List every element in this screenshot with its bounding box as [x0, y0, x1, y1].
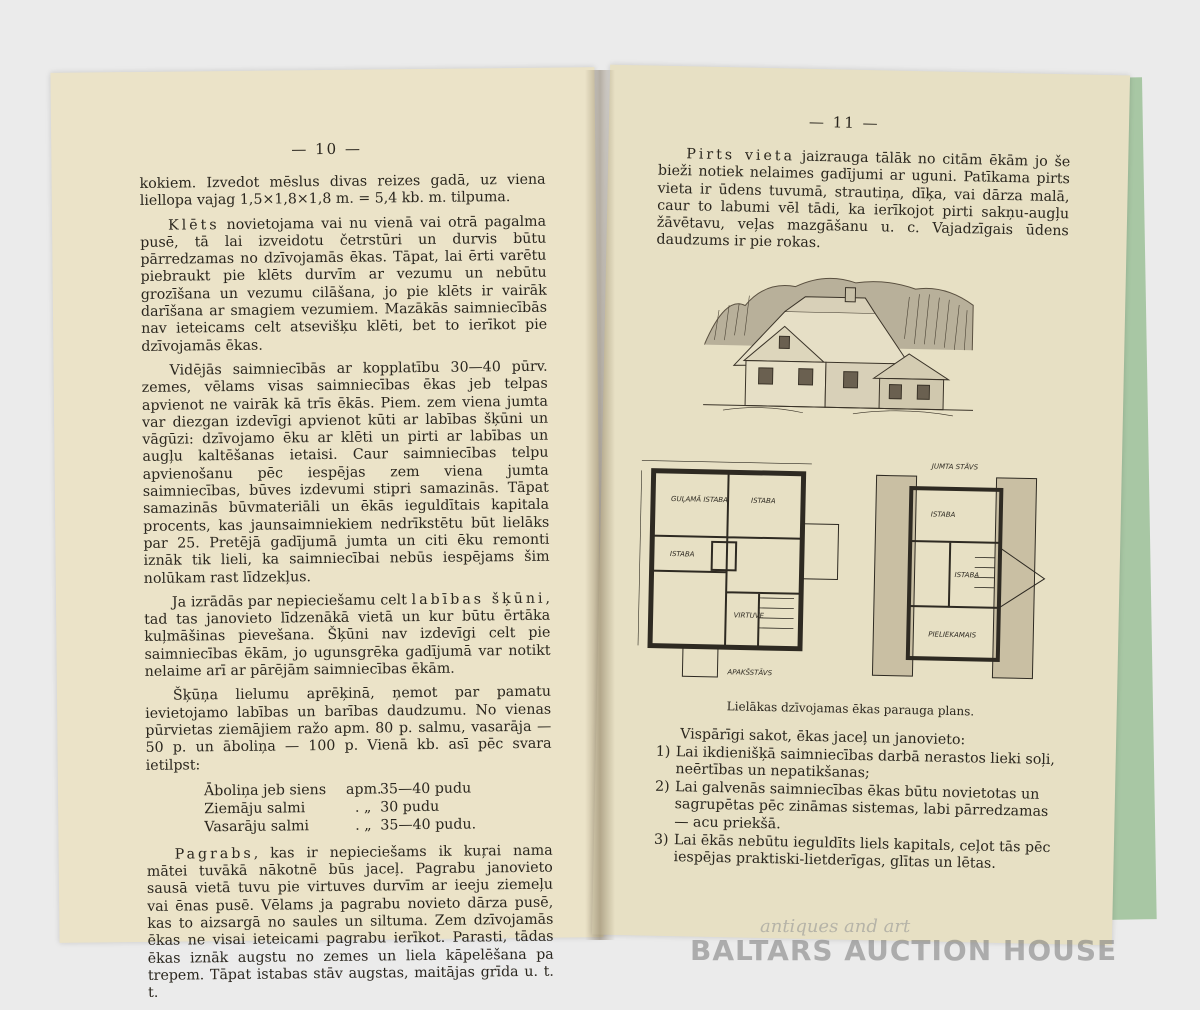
room-label: ISTABA: [930, 510, 956, 519]
table-cell: Vasarāju salmi: [204, 818, 310, 836]
figure-caption: Lielākas dzīvojamas ēkas parauga plans.: [726, 699, 975, 719]
page-number: — 11 —: [808, 112, 880, 133]
paragraph: [144, 590, 551, 681]
paragraph: Vidējās saimniecībās ar kopplatību 30—40 pūrv. zemes, vēlams visas saimniecības ēkas jeb telpas apvienot ne vairāk kā trīs ēkās. Piem. zem viena jumta var diezgan izdevīgi apvienot kūti ar labības šķūni un vāgūzi: dzīvojamo ēku ar klēti un pirti ar labības un augļu kaltēšanas ietaisi. Caur saimniecības telpu apvienošanu pēc iespējas zem viena jumta saimniecības, būves izdevumi stipri samazinās. Tāpat samazinās būvmateriāli un ēkās ieguldītais kapitala procents, kas jaunsaimniekiem nedrīkstētu būt lielāks par 25. Pretējā gadījumā jumta un citi ēku remonti iznāk tik lieli, ka saimniecībai nebūs iespējams šim nolūkam rast līdzekļus.: [141, 358, 550, 587]
list-number: 1): [655, 743, 671, 760]
spaced-heading: Pagrabs: [174, 845, 254, 863]
list-text: Lai ēkās nebūtu ieguldīts liels kapitals, ceļot tās pēc iespējas praktiski-lietderīgas, glītas un lētas.: [673, 831, 1051, 873]
house-illustration: [703, 265, 976, 421]
paragraph-text: Ja izrādās par nepieciešamu celt: [171, 591, 412, 611]
room-label: ISTABA: [954, 570, 980, 580]
list-item: [654, 779, 1059, 840]
requirements-list: [653, 726, 1060, 875]
list-number: 3): [653, 831, 669, 848]
room-label: ISTABA: [669, 550, 695, 559]
left-page: [50, 67, 603, 1002]
spaced-heading: labības šķūni: [411, 590, 546, 608]
paragraph: [147, 842, 555, 1002]
right-page-intro: [656, 146, 1070, 265]
plan-label-ground: APAKŠSTĀVS: [727, 668, 773, 678]
list-text: Lai ikdienišķā saimniecības darbā nerastos lieki soļi, neērtības un nepatikšanas;: [675, 743, 1056, 782]
plan-label-upper: JUMTA STĀVS: [931, 462, 979, 472]
spaced-heading: Pirts vieta: [686, 146, 796, 165]
paragraph-text: , tad tas janovieto līdzenākā vietā un kur būtu ērtāka kuļmāšinas pievešana. Šķūni nav izdevīgi celt pie saimniecības ēkām, jo ugunsgrēka gadījumā var notikt nelaime arī ar pārējām saimniecības ēkām.: [144, 590, 551, 680]
table-cell: apm.: [345, 781, 382, 798]
list-item: [653, 831, 1058, 875]
paragraph: [140, 213, 547, 356]
paragraph: Šķūņa lielumu aprēķinā, ņemot par pamatu ievietojamo labības un barības daudzumu. No vienas pūrvietas ziemājiem ražo apm. 80 p. salmu, vasarāja — 50 p. un āboliņa — 100 p. Vienā kb. asī pēc svara ietilpst:: [145, 683, 552, 774]
room-label: GUĻAMĀ ISTABA: [670, 495, 728, 505]
volume-table: [204, 778, 553, 836]
table-cell: . „: [354, 799, 372, 816]
right-page: [592, 65, 1130, 946]
watermark-tagline: antiques and art: [760, 916, 911, 937]
table-cell: Ziemāju salmi: [204, 800, 306, 818]
ground-floor-plan: [637, 460, 839, 679]
table-cell: 30 pudu: [380, 798, 440, 816]
spaced-heading: Klēts: [167, 216, 220, 234]
floor-plans: [627, 440, 1052, 699]
room-label: VIRTUVE: [733, 611, 765, 620]
table-cell: 35—40 pudu.: [380, 816, 477, 834]
paragraph-text: jaizrauga tālāk no citām ēkām jo še bieži notiek nelaimes gadījumi ar uguni. Patīkama pirts vieta ir ūdens tuvumā, strautiņa, dīķa, vai dārza malā, caur to labumi vēl tādi, ka ierīkojot pirti sakņu-augļu žāvētavu, veļas mazgāšanu u. c. Vajadzīgais ūdens daudzums ir pie rokas.: [656, 148, 1071, 252]
watermark-logo: BALTARS AUCTION HOUSE: [690, 934, 1118, 967]
table-row: [204, 814, 552, 836]
paragraph: [656, 146, 1070, 258]
table-cell: 35—40 pudu: [379, 780, 472, 798]
table-cell: . „: [355, 817, 372, 834]
left-page-body: [140, 172, 555, 1010]
list-text: Lai galvenās saimniecības ēkas būtu novietotas un sagrupētas pēc zināmas sistemas, labi pārredzamas — acu priekšā.: [674, 778, 1049, 833]
list-intro: Vispārīgi sakot, ēkas jaceļ un janovieto:: [679, 726, 966, 749]
room-label: PIELIEKAMAIS: [928, 630, 977, 640]
book-gutter: [585, 70, 615, 940]
paragraph-text: novietojama vai nu vienā vai otrā pagalma pusē, tā lai izveidotu četrstūri un durvis būtu pārredzamas no dzīvojamās ēkas. Tāpat, lai ērti varētu piebraukt pie klēts durvīm ar vezumu un nebūtu grozīšana un vezumu cilāšana, jo pie klēts ir vairāk darīšana ar smagiem vezumiem. Mazākās saimniecībās nav ieteicams celt atsevišķu klēti, bet to ierīkot pie dzīvojamās ēkas.: [140, 213, 548, 355]
paragraph-text: , kas ir nepieciešams ik kuŗai nama mātei tuvākā nākotnē būs jaceļ. Pagrabu janovieto sausā vietā tuvu pie virtuves durvīm ar ieeju ziemeļu vai ēnas pusē. Vēlams ja pagrabu novieto dārza pusē, kas to aizsargā no saules un siltuma. Zem dzīvojamās ēkas ne visai ieteicami pagrabu ierīkot. Parasti, tādas ēkas iznāk augstu no zemes un liela kāpelēšana pa trepem. Tāpat istabas stāv augstas, maitājas grīda u. t. t.: [146, 842, 554, 1002]
table-cell: Āboliņa jeb siens: [203, 781, 327, 800]
room-label: ISTABA: [750, 496, 776, 506]
paragraph: kokiem. Izvedot mēslus divas reizes gadā, uz viena liellopa vajag 1,5×1,8×1,8 m. = 5,4 kb. m. tilpuma.: [139, 171, 546, 210]
page-number: — 10 —: [291, 139, 362, 159]
list-number: 2): [654, 778, 670, 795]
